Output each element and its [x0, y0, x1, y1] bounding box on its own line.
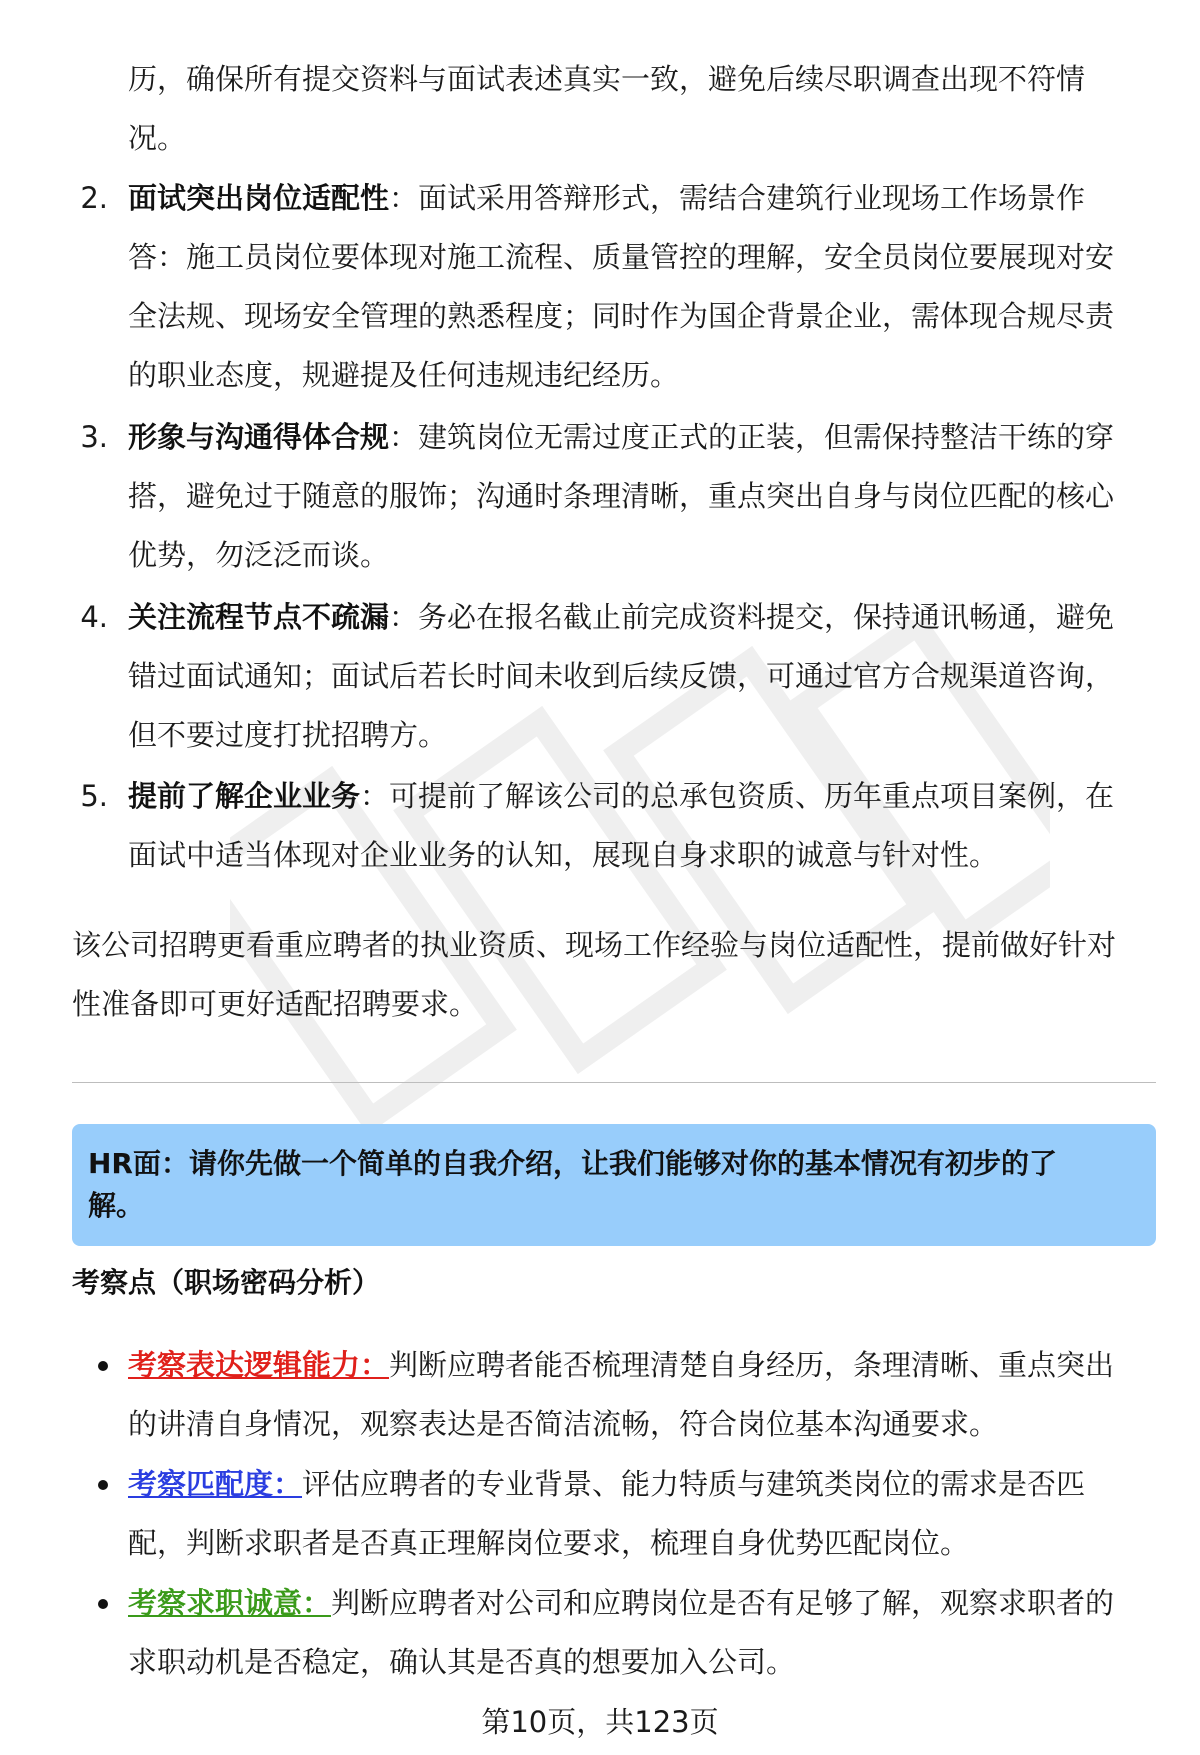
bullet-text-line-2: 求职动机是否稳定，确认其是否真的想要加入公司。 — [128, 1645, 796, 1679]
bullet-dot — [98, 1361, 108, 1371]
hr-question-line-2: 解。 — [88, 1189, 145, 1222]
list-item-title: 提前了解企业业务 — [128, 779, 361, 813]
summary-line-2: 性准备即可更好适配招聘要求。 — [72, 987, 479, 1021]
continuation-line-1: 历，确保所有提交资料与面试表述真实一致，避免后续尽职调查出现不符情 — [128, 62, 1086, 96]
continuation-line-2: 况。 — [128, 121, 187, 155]
bullet-text: 判断应聘者能否梳理清楚自身经历，条理清晰、重点突出 — [389, 1348, 1115, 1382]
list-item-number: 3. — [80, 420, 108, 454]
list-item-line: 全法规、现场安全管理的熟悉程度；同时作为国企背景企业，需体现合规尽责 — [128, 299, 1115, 333]
bullet-dot — [98, 1599, 108, 1609]
list-item-line: 的职业态度，规避提及任何违规违纪经历。 — [128, 358, 680, 392]
list-item-text: ：面试采用答辩形式，需结合建筑行业现场工作场景作 — [389, 181, 1086, 215]
hr-question-line-1: HR面：请你先做一个简单的自我介绍，让我们能够对你的基本情况有初步的了 — [88, 1147, 1057, 1180]
bullet-label: 考察匹配度： — [128, 1467, 303, 1501]
list-item-line: 搭，避免过于随意的服饰；沟通时条理清晰，重点突出自身与岗位匹配的核心 — [128, 479, 1115, 513]
bullet-text: 判断应聘者对公司和应聘岗位是否有足够了解，观察求职者的 — [331, 1586, 1115, 1620]
list-item-title: 面试突出岗位适配性 — [128, 181, 390, 215]
bullet-dot — [98, 1480, 108, 1490]
list-item-line: 优势，勿泛泛而谈。 — [128, 538, 390, 572]
bullet-text-line-2: 的讲清自身情况，观察表达是否简洁流畅，符合岗位基本沟通要求。 — [128, 1407, 999, 1441]
list-item-line: 面试中适当体现对企业业务的认知，展现自身求职的诚意与针对性。 — [128, 838, 999, 872]
list-item-title: 形象与沟通得体合规 — [128, 420, 390, 454]
page-footer: 第10页，共123页 — [481, 1705, 719, 1739]
list-item-line: 答：施工员岗位要体现对施工流程、质量管控的理解，安全员岗位要展现对安 — [128, 240, 1115, 274]
hr-question-box — [72, 1124, 1156, 1246]
summary-line-1: 该公司招聘更看重应聘者的执业资质、现场工作经验与岗位适配性，提前做好针对 — [72, 928, 1117, 962]
list-item-text: ：建筑岗位无需过度正式的正装，但需保持整洁干练的穿 — [389, 420, 1115, 454]
list-item-line: 但不要过度打扰招聘方。 — [128, 718, 448, 752]
list-item-number: 5. — [80, 779, 108, 813]
list-item-line: 错过面试通知；面试后若长时间未收到后续反馈，可通过官方合规渠道咨询， — [128, 659, 1115, 693]
list-item-text: ：务必在报名截止前完成资料提交，保持通讯畅通，避免 — [389, 600, 1115, 634]
section-title: 考察点（职场密码分析） — [72, 1266, 381, 1299]
bullet-label: 考察求职诚意： — [128, 1586, 332, 1620]
list-item-title: 关注流程节点不疏漏 — [128, 600, 390, 634]
bullet-text-line-2: 配，判断求职者是否真正理解岗位要求，梳理自身优势匹配岗位。 — [128, 1526, 970, 1560]
list-item-number: 2. — [80, 181, 108, 215]
bullet-label: 考察表达逻辑能力： — [128, 1348, 390, 1382]
list-item-number: 4. — [80, 600, 108, 634]
bullet-text: 评估应聘者的专业背景、能力特质与建筑类岗位的需求是否匹 — [302, 1467, 1086, 1501]
list-item-text: ：可提前了解该公司的总承包资质、历年重点项目案例，在 — [360, 779, 1115, 813]
section-divider — [72, 1082, 1156, 1083]
